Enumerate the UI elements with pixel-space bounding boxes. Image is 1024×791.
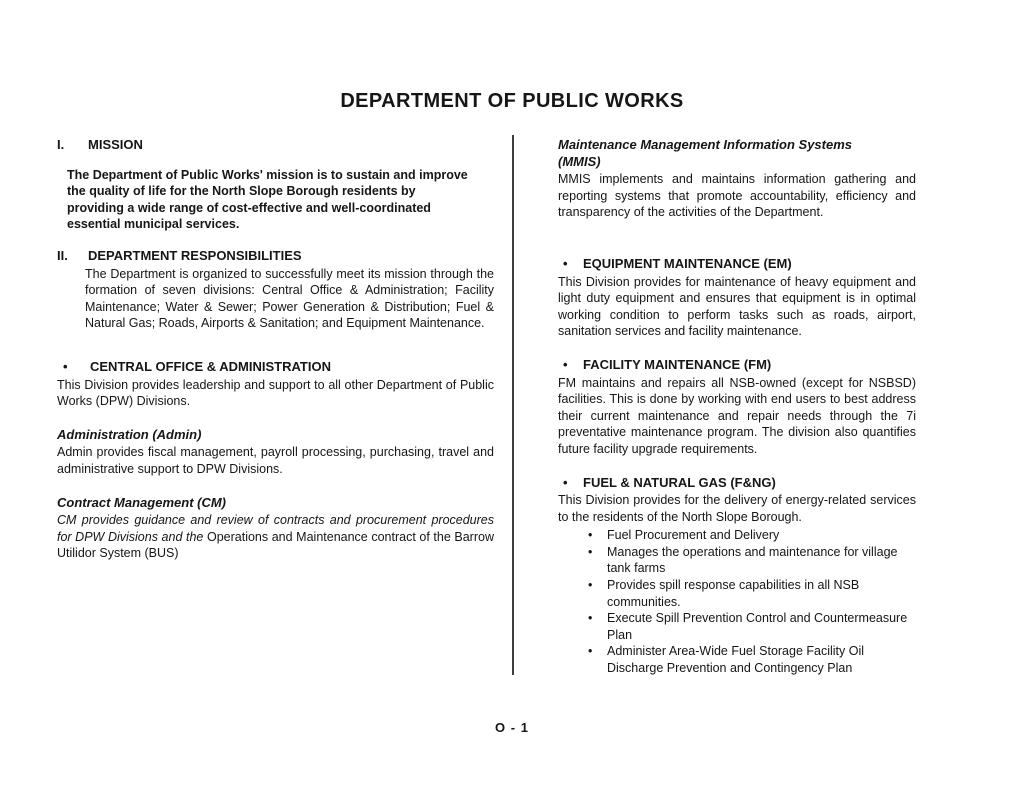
page-number: O - 1 (495, 720, 529, 735)
bullet-icon: • (63, 358, 68, 374)
list-item (558, 544, 916, 577)
responsibilities-heading (57, 248, 494, 265)
contract-management-subheading: Contract Management (CM) (57, 494, 227, 510)
bullet-icon: • (563, 356, 568, 372)
mission-paragraph: The Department of Public Works' mission is to sustain and improve the quality of life for the North Slope Borough residents by providing a wide range of cost-effective and well-coordinated essential municipal services. (67, 167, 468, 232)
bullet-icon: • (588, 544, 593, 559)
bullet-icon: • (563, 255, 568, 271)
responsibilities-heading-label: DEPARTMENT RESPONSIBILITIES (88, 247, 302, 263)
central-office-paragraph: This Division provides leadership and support to all other Department of Public Works (DPW) Divisions. (57, 377, 494, 409)
mission-heading-label: MISSION (88, 137, 143, 152)
contract-management-regular-text: Operations and Maintenance contract of the Barrow Utilidor System (BUS) (57, 529, 494, 561)
mission-heading (57, 137, 494, 154)
admin-subheading: Administration (Admin) (57, 426, 202, 442)
list-item (558, 643, 916, 676)
list-item-text: Execute Spill Prevention Control and Countermeasure Plan (607, 611, 908, 642)
mission-numeral: I. (57, 137, 65, 152)
mmis-paragraph: MMIS implements and maintains information gathering and reporting systems that promote accountability, efficiency and transparency of the activities of the Department. (558, 172, 916, 220)
bullet-icon: • (563, 474, 568, 490)
list-item (558, 577, 916, 610)
central-office-heading (57, 359, 494, 376)
central-office-heading-label: CENTRAL OFFICE & ADMINISTRATION (90, 358, 331, 374)
list-item (558, 610, 916, 643)
list-item-text: Manages the operations and maintenance for village tank farms (607, 544, 898, 576)
column-divider (512, 135, 514, 675)
mmis-subheading-line1: Maintenance Management Information Systems (558, 137, 853, 152)
list-item-text: Administer Area-Wide Fuel Storage Facility Oil Discharge Prevention and Contingency Plan (607, 644, 865, 676)
equipment-maintenance-heading-label: EQUIPMENT MAINTENANCE (EM) (583, 255, 792, 271)
responsibilities-numeral: II. (57, 247, 68, 263)
bullet-icon: • (588, 611, 593, 626)
mmis-subheading-line2: (MMIS) (558, 153, 601, 169)
admin-paragraph: Admin provides fiscal management, payroll processing, purchasing, travel and administrative support to DPW Divisions. (57, 445, 494, 476)
facility-maintenance-heading (558, 357, 916, 374)
responsibilities-paragraph: The Department is organized to successfully meet its mission through the formation of seven divisions: Central Office & Administration; Facility Maintenance; Water & Sewer; Power Generation & Distribution; Fuel & Natural Gas; Roads, Airports & Sanitation; and Equipment Maintenance. (85, 266, 494, 331)
bullet-icon: • (588, 528, 593, 543)
contract-management-italic-text: CM provides guidance and review of contracts and procurement procedures for DPW Divisions and the (57, 513, 494, 544)
page-title: DEPARTMENT OF PUBLIC WORKS (340, 90, 684, 112)
right-column (558, 137, 916, 677)
list-item-text: Provides spill response capabilities in all NSB communities. (607, 578, 860, 609)
left-column (57, 137, 494, 562)
list-item (558, 527, 916, 544)
bullet-icon: • (588, 644, 593, 659)
fuel-natural-gas-heading-label: FUEL & NATURAL GAS (F&NG) (583, 474, 776, 490)
facility-maintenance-paragraph: FM maintains and repairs all NSB-owned (except for NSBSD) facilities. This is done by working with end users to best address their current maintenance and repair needs through the 7i preventative maintenance program. The division also quantifies future facility upgrade requirements. (558, 375, 916, 456)
mmis-subheading (558, 137, 916, 170)
list-item-text: Fuel Procurement and Delivery (607, 528, 780, 543)
fuel-natural-gas-heading (558, 475, 916, 492)
equipment-maintenance-paragraph: This Division provides for maintenance of heavy equipment and light duty equipment and ensures that equipment is in optimal working condition to perform tasks such as roads, airport, sanitation services and facility maintenance. (558, 274, 916, 339)
fuel-natural-gas-paragraph: This Division provides for the delivery of energy-related services to the residents of the North Slope Borough. (558, 493, 916, 524)
facility-maintenance-heading-label: FACILITY MAINTENANCE (FM) (583, 356, 772, 372)
bullet-icon: • (588, 578, 593, 593)
contract-management-paragraph (57, 512, 494, 562)
equipment-maintenance-heading (558, 256, 916, 273)
